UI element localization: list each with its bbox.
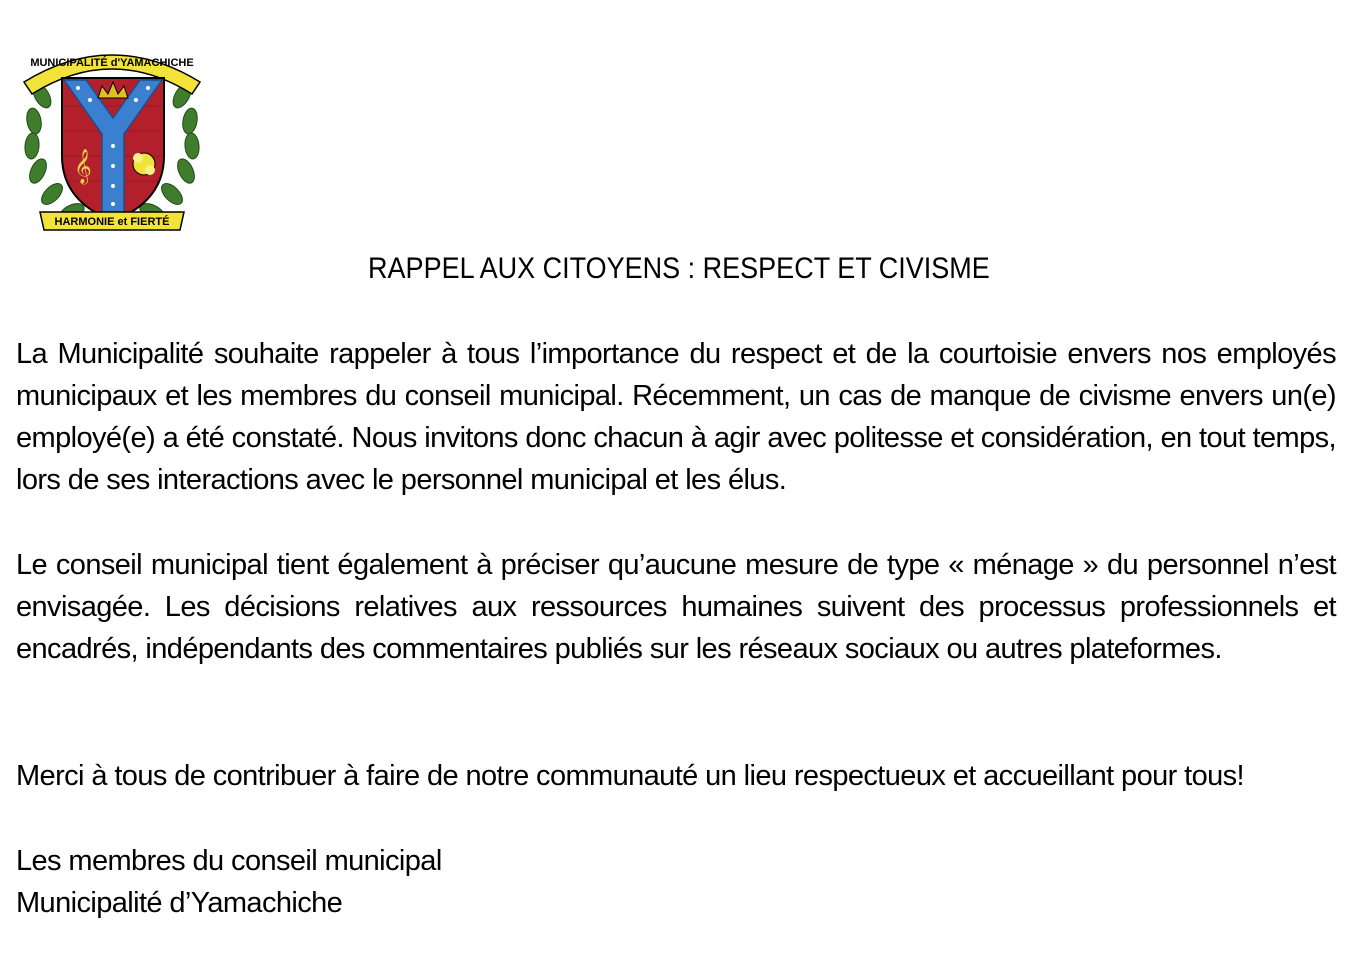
signature-line-municipality: Municipalité d’Yamachiche [16, 887, 343, 919]
page-title: RAPPEL AUX CITOYENS : RESPECT ET CIVISME [368, 252, 990, 285]
paragraph-respect: La Municipalité souhaite rappeler à tous l’importance du respect et de la courtoisie envers nos employés municipaux et les membres du conseil municipal. Récemment, un cas de manque de civisme envers un(e) employé(e) a été constaté. Nous invitons donc chacun à agir avec politesse et considération, en tout temps, lors de ses interactions avec le personnel municipal et les élus. [16, 338, 1336, 496]
paragraph-thanks: Merci à tous de contribuer à faire de notre communauté un lieu respectueux et accueillant pour tous! [16, 760, 1245, 792]
municipal-logo [14, 36, 210, 236]
svg-text:𝄞: 𝄞 [74, 149, 92, 184]
paragraph-personnel: Le conseil municipal tient également à préciser qu’aucune mesure de type « ménage » du personnel n’est envisagée. Les décisions relatives aux ressources humaines suivent des processus professionnels et encadrés, indépendants des commentaires publiés sur les réseaux sociaux ou autres plateformes. [16, 549, 1336, 665]
coat-of-arms-icon [14, 36, 210, 236]
logo-motto: HARMONIE et FIERTÉ [54, 216, 170, 228]
signature-line-council: Les membres du conseil municipal [16, 845, 442, 877]
logo-top-text: MUNICIPALITÉ d'YAMACHICHE [30, 57, 194, 69]
signature-block [16, 840, 442, 924]
